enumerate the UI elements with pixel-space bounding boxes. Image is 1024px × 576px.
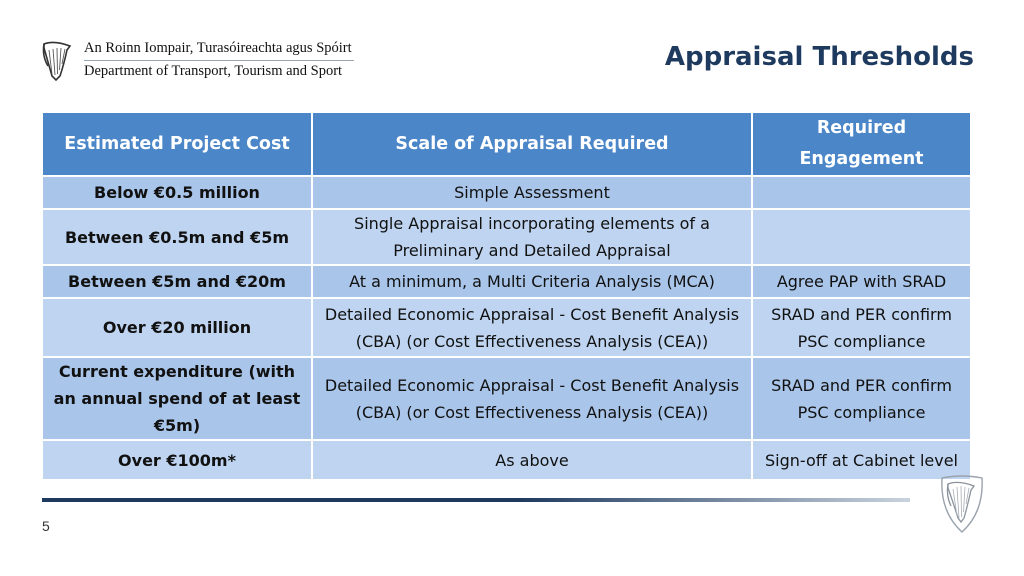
table-row (42, 176, 971, 209)
scale-cell: Simple Assessment (312, 176, 752, 209)
harp-icon (938, 472, 986, 536)
table-header-row (42, 112, 971, 176)
engagement-cell (752, 209, 971, 265)
cost-cell: Over €20 million (42, 298, 312, 357)
column-header-cost: Estimated Project Cost (42, 112, 312, 176)
page-title: Appraisal Thresholds (664, 42, 974, 72)
table-row (42, 265, 971, 298)
scale-cell: As above (312, 440, 752, 480)
cost-cell: Between €0.5m and €5m (42, 209, 312, 265)
cost-cell: Below €0.5 million (42, 176, 312, 209)
cost-cell: Current expenditure (with an annual spend of at least €5m) (42, 357, 312, 440)
column-header-scale: Scale of Appraisal Required (312, 112, 752, 176)
table-row (42, 440, 971, 480)
department-name-english: Department of Transport, Tourism and Sport (84, 63, 343, 79)
page-number: 5 (42, 518, 50, 534)
scale-cell: At a minimum, a Multi Criteria Analysis (MCA) (312, 265, 752, 298)
cost-cell: Over €100m* (42, 440, 312, 480)
footer-divider (42, 498, 910, 502)
engagement-cell: SRAD and PER confirm PSC compliance (752, 298, 971, 357)
engagement-cell: SRAD and PER confirm PSC compliance (752, 357, 971, 440)
table-row (42, 298, 971, 357)
scale-cell: Detailed Economic Appraisal - Cost Benefit Analysis (CBA) (or Cost Effectiveness Analysis (CEA)) (312, 357, 752, 440)
table-row (42, 357, 971, 440)
table-row (42, 209, 971, 265)
cost-cell: Between €5m and €20m (42, 265, 312, 298)
engagement-cell (752, 176, 971, 209)
logo-divider (84, 60, 354, 61)
harp-icon (40, 40, 74, 82)
scale-cell: Detailed Economic Appraisal - Cost Benefit Analysis (CBA) (or Cost Effectiveness Analysis (CEA)) (312, 298, 752, 357)
scale-cell: Single Appraisal incorporating elements of a Preliminary and Detailed Appraisal (312, 209, 752, 265)
engagement-cell: Sign-off at Cabinet level (752, 440, 971, 480)
department-name-irish: An Roinn Iompair, Turasóireachta agus Spóirt (84, 40, 352, 56)
engagement-cell: Agree PAP with SRAD (752, 265, 971, 298)
department-logo (40, 38, 370, 84)
appraisal-thresholds-table (41, 111, 972, 481)
column-header-engagement: Required Engagement (752, 112, 971, 176)
